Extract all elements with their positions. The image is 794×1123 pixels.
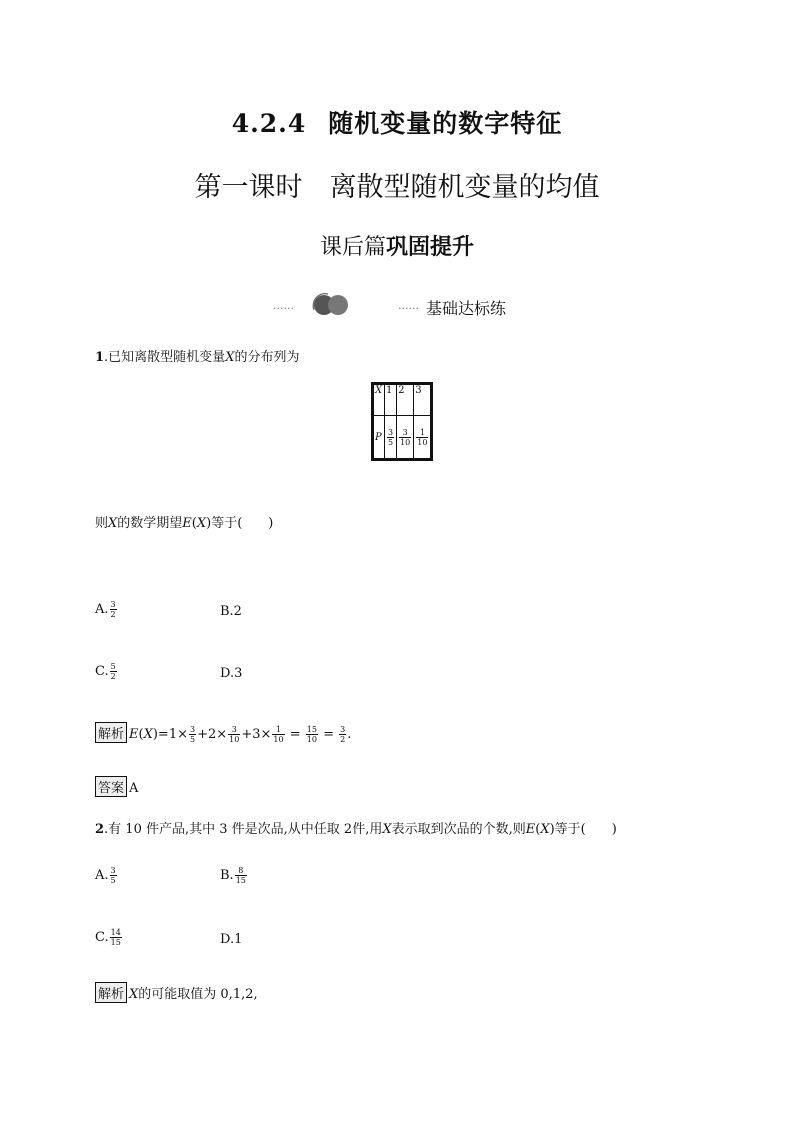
variable: X (196, 516, 207, 531)
question-2-stem (95, 818, 617, 837)
stem-text: .已知离散型随机变量 (104, 350, 226, 365)
subtitle-bold: 巩固提升 (386, 235, 475, 260)
variable: X (540, 822, 550, 837)
formula-text: )=1× (152, 727, 188, 742)
subtitle-prefix: 课后篇 (319, 235, 386, 260)
table-row (373, 384, 432, 416)
cell-text: 2 (398, 385, 405, 396)
formula-text: . (347, 727, 352, 742)
numerator: 3 (110, 866, 116, 875)
denominator: 2 (340, 735, 346, 744)
numerator: 3 (228, 725, 240, 735)
numerator: 1 (416, 428, 428, 438)
numerator: 8 (235, 866, 247, 876)
cell-text: 3 (415, 385, 422, 396)
variable: X (143, 727, 153, 742)
fraction (399, 428, 411, 447)
fraction (416, 428, 428, 447)
ask-text: )等于( ) (206, 516, 274, 531)
fraction (110, 928, 122, 947)
expectation-symbol: E (182, 516, 192, 531)
option-a[interactable] (95, 600, 118, 619)
denominator: 10 (229, 735, 240, 744)
answer-value: A (129, 781, 139, 796)
fraction (228, 725, 240, 744)
denominator: 10 (400, 437, 411, 447)
stem-text: ( (535, 822, 541, 837)
option-b[interactable] (220, 866, 248, 885)
analysis-label: 解析 (95, 722, 127, 743)
double-circle-icon (308, 288, 352, 318)
denominator: 15 (235, 876, 246, 885)
question-1-answer (95, 776, 138, 797)
level-banner (270, 288, 530, 324)
option-label: B. (220, 868, 234, 883)
stem-text: 的分布列为 (234, 350, 300, 365)
option-c[interactable] (95, 662, 118, 681)
question-1-stem (95, 346, 299, 365)
denominator: 2 (110, 672, 116, 681)
table-cell (373, 384, 385, 416)
question-1-analysis (95, 722, 351, 744)
denominator: 2 (110, 610, 116, 619)
numerator: 1 (272, 725, 284, 735)
table-cell (397, 416, 414, 460)
denominator: 5 (110, 876, 116, 885)
analysis-text: 的可能取值为 0,1,2, (138, 987, 258, 1002)
question-2-analysis (95, 982, 258, 1003)
fraction (272, 725, 284, 744)
option-label: C. (95, 930, 109, 945)
fraction (110, 662, 117, 681)
numerator: 15 (306, 725, 317, 734)
numerator: 3 (399, 428, 411, 438)
subtitle (0, 230, 794, 261)
table-cell (385, 416, 397, 460)
fraction (339, 725, 346, 744)
option-c[interactable] (95, 928, 123, 947)
ask-text: 的数学期望 (117, 516, 183, 531)
fraction (387, 428, 394, 447)
denominator: 15 (110, 938, 121, 947)
question-1-ask (95, 512, 273, 531)
option-d[interactable]: D.3 (220, 666, 243, 681)
option-a[interactable] (95, 866, 118, 885)
lesson-title: 第一课时 离散型随机变量的均值 (194, 172, 600, 203)
stem-text: 表示取到次品的个数,则 (391, 822, 526, 837)
denominator: 10 (417, 437, 428, 447)
formula-text: = (318, 727, 339, 742)
option-label: A. (95, 868, 109, 883)
denominator: 10 (306, 735, 317, 744)
level-label: 基础达标练 (426, 299, 507, 318)
table-row (373, 416, 432, 460)
cell-text: P (375, 431, 382, 443)
fraction (110, 866, 117, 885)
ask-text: 则 (95, 516, 109, 531)
analysis-label: 解析 (95, 982, 127, 1003)
denominator: 5 (190, 735, 196, 744)
table-cell (373, 416, 385, 460)
variable: X (129, 987, 139, 1002)
fraction (235, 866, 247, 885)
table-cell (414, 416, 432, 460)
table-cell (414, 384, 432, 416)
numerator: 14 (110, 928, 121, 937)
cell-text: 1 (386, 385, 393, 396)
stem-text: .有 10 件产品,其中 3 件是次品,从中任取 2件,用 (104, 822, 383, 837)
denominator: 5 (388, 437, 394, 447)
stem-text: )等于( ) (549, 822, 617, 837)
variable: X (382, 822, 392, 837)
option-b[interactable]: B.2 (220, 604, 242, 619)
numerator: 3 (190, 725, 196, 734)
formula-text: +2× (197, 727, 228, 742)
ask-text: ( (191, 516, 197, 531)
expectation-symbol: E (525, 822, 536, 837)
dotted-line-left: ······ (273, 302, 294, 315)
numerator: 3 (388, 427, 394, 437)
section-name: 随机变量的数字特征 (328, 109, 563, 138)
denominator: 10 (273, 735, 284, 744)
formula-text: = (285, 727, 305, 742)
dotted-line-right: ······ (398, 302, 419, 315)
numerator: 3 (110, 600, 116, 609)
fraction (306, 725, 318, 744)
fraction (189, 725, 196, 744)
cell-text: X (375, 385, 383, 396)
option-label: C. (95, 664, 109, 679)
option-d[interactable]: D.1 (220, 932, 243, 947)
question-number: 2 (95, 822, 105, 837)
section-title (0, 104, 794, 140)
formula-text: ( (138, 727, 144, 742)
numerator: 3 (340, 725, 346, 734)
distribution-table (371, 382, 433, 461)
fraction (110, 600, 117, 619)
question-number: 1 (95, 350, 105, 365)
answer-label: 答案 (95, 776, 127, 797)
numerator: 5 (110, 662, 116, 671)
option-label: A. (95, 602, 109, 617)
variable: X (225, 350, 235, 365)
table-cell (385, 384, 397, 416)
section-number: 4.2.4 (231, 109, 307, 138)
variable: X (108, 516, 118, 531)
formula-text: +3× (241, 727, 272, 742)
expectation-symbol: E (129, 727, 139, 742)
table-cell (397, 384, 414, 416)
